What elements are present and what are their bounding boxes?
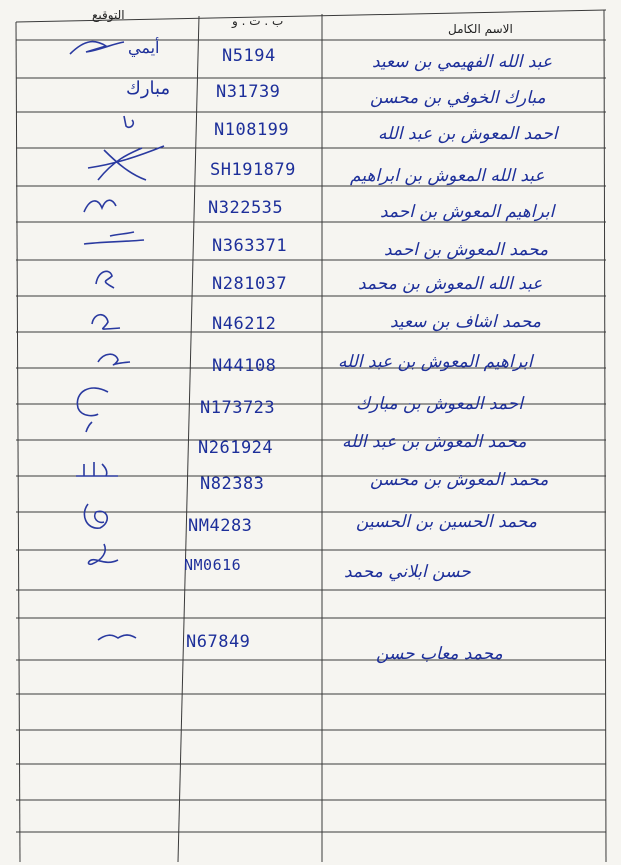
row-8-name: محمد اشاف بن سعيد [390,312,541,332]
row-16-name: محمد معاب حسن [376,644,503,664]
row-1-id: N5194 [222,46,276,66]
row-3-signature-mark [118,110,144,134]
row-13-name: محمد الحسين بن الحسين [356,512,537,532]
row-9-id: N44108 [212,356,277,376]
row-7-id: N281037 [212,274,288,294]
row-5-name: ابراهيم المعوش بن احمد [380,202,555,222]
row-4-id: SH191879 [210,160,296,180]
row-1-signature-text: أيمي [128,38,160,57]
row-10-id: N173723 [200,398,276,418]
row-1-name: عبد الله الفهيمي بن سعيد [372,52,553,72]
row-2-name: مبارك الخوفي بن محسن [370,88,546,108]
row-2-id: N31739 [216,82,281,102]
row-10-signature-mark [70,380,114,444]
row-11-id: N261924 [198,438,274,458]
row-16-id: N67849 [186,632,251,652]
row-5-id: N322535 [208,198,284,218]
row-13-id: NM4283 [188,516,253,536]
row-10-name: احمد المعوش بن مبارك [356,394,523,414]
signature-header: التوقيع [92,8,125,22]
row-2-signature-text: مبارك [126,78,171,99]
row-14-id: NM0616 [184,556,242,574]
row-7-signature-mark [90,262,120,292]
row-12-signature-mark [72,458,122,486]
row-6-id: N363371 [212,236,288,256]
row-12-name: محمد المعوش بن محسن [370,470,549,490]
row-6-name: محمد المعوش بن احمد [384,240,549,260]
row-11-name: محمد المعوش بن عبد الله [342,432,527,452]
row-14-signature-mark [82,538,122,572]
row-13-signature-mark [78,500,114,536]
row-3-name: احمد المعوش بن عبد الله [378,124,558,144]
row-6-signature-mark [80,228,150,254]
row-7-name: عبد الله المعوش بن محمد [358,274,543,294]
row-4-name: عبد الله المعوش بن ابراهيم [350,166,545,186]
row-1-signature-mark [66,34,128,60]
row-12-id: N82383 [200,474,265,494]
full-name-header: الاسم الكامل [448,22,513,36]
row-16-signature-mark [94,628,140,648]
row-9-name: ابراهيم المعوش بن عبد الله [338,352,533,372]
row-14-name: حسن ابلاني محمد [344,562,471,582]
row-3-id: N108199 [214,120,290,140]
row-8-signature-mark [86,306,126,336]
row-4-signature-mark [84,140,170,186]
row-8-id: N46212 [212,314,277,334]
id-number-header: ب . ت . و [232,14,284,28]
row-5-signature-mark [80,190,120,220]
row-9-signature-mark [94,348,134,374]
